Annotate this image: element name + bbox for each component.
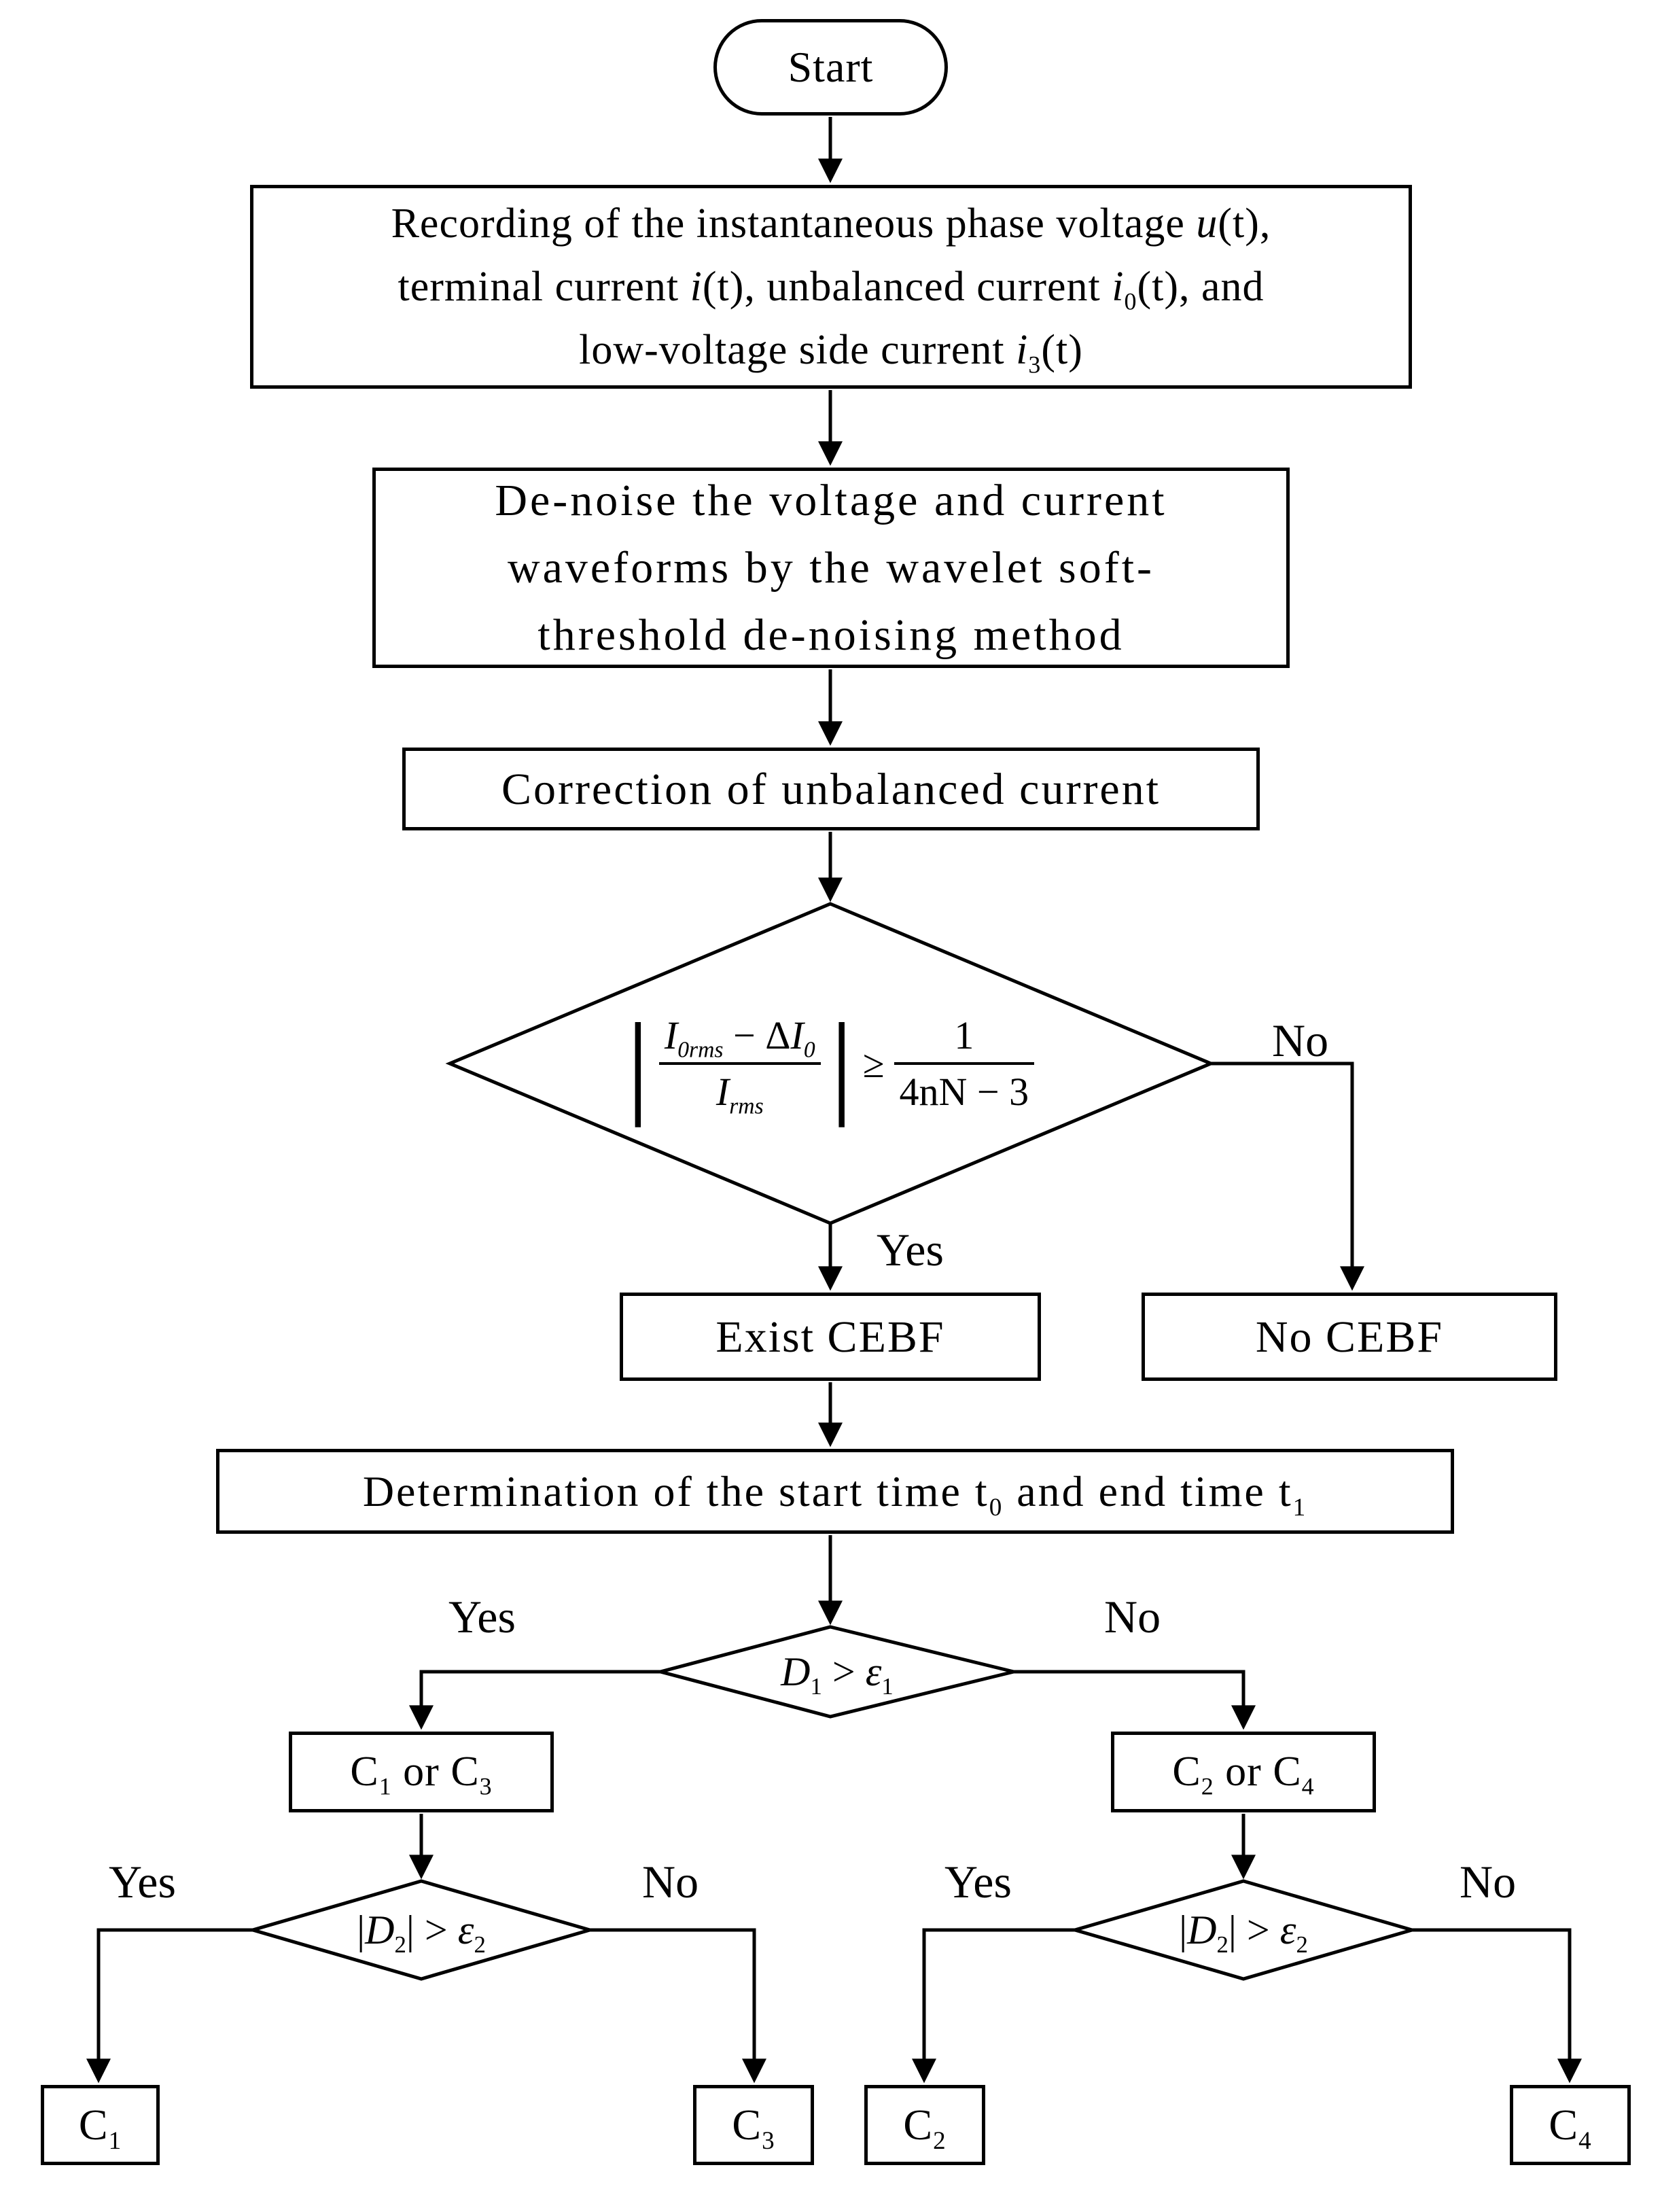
- subscript: 4: [1301, 1772, 1315, 1800]
- decision-d2-left-text: [253, 1881, 590, 1979]
- edge-label-d2l-yes: Yes: [109, 1856, 176, 1908]
- subscript: 2: [1216, 1931, 1229, 1958]
- abs-bar: |: [357, 1907, 366, 1952]
- determination-node: [216, 1449, 1454, 1534]
- edge-label-cebf-no: No: [1272, 1015, 1329, 1066]
- denoise-node: [372, 468, 1290, 668]
- c3-label: [732, 2092, 775, 2158]
- denoise-line2: waveforms by the wavelet soft-: [507, 543, 1155, 593]
- c4-label: [1549, 2092, 1591, 2158]
- edge-label-cebf-yes: Yes: [877, 1224, 944, 1276]
- d2-expression: [1179, 1907, 1308, 1958]
- edge-label-d1-yes: Yes: [448, 1591, 516, 1643]
- denoise-line3: threshold de-noising method: [537, 610, 1125, 660]
- var-I0rms: I: [664, 1013, 678, 1057]
- d1-expression: [781, 1649, 894, 1700]
- fraction-numerator: 1: [954, 1013, 974, 1057]
- subscript: 1: [1292, 1493, 1308, 1522]
- c3-node: [693, 2085, 814, 2165]
- operator: >: [821, 1649, 866, 1694]
- exist-cebf-node: [620, 1293, 1041, 1381]
- no-cebf-label: No CEBF: [1255, 1312, 1444, 1362]
- c1-or-c3-label: [350, 1740, 492, 1804]
- text-fragment: terminal current: [397, 263, 690, 310]
- subscript: 0: [1124, 287, 1137, 315]
- text-fragment: or C: [391, 1749, 480, 1795]
- c1-node: [41, 2085, 160, 2165]
- var-i0: i: [1112, 263, 1125, 310]
- subscript: 2: [933, 2126, 947, 2155]
- exist-cebf-label: Exist CEBF: [715, 1312, 945, 1362]
- subscript: 4: [1578, 2126, 1592, 2155]
- ge-operator: ≥: [862, 1041, 885, 1086]
- subscript: 3: [1028, 350, 1042, 378]
- text-fragment: (t): [1041, 326, 1083, 373]
- text-fragment: (t), and: [1137, 263, 1265, 310]
- text-fragment: C: [350, 1749, 379, 1795]
- correction-label: Correction of unbalanced current: [501, 764, 1161, 814]
- c2-label: [903, 2092, 946, 2158]
- text-fragment: and end time t: [1004, 1467, 1293, 1515]
- decision-d2-right-text: [1075, 1881, 1412, 1979]
- edge-label-d2l-no: No: [642, 1856, 699, 1908]
- subscript: 0rms: [677, 1037, 724, 1063]
- subscript: 2: [1201, 1772, 1214, 1800]
- text-fragment: C: [1549, 2101, 1579, 2149]
- text-fragment: C: [1172, 1749, 1201, 1795]
- fraction-bar: [659, 1062, 821, 1065]
- fraction-denominator: [711, 1069, 769, 1119]
- c1-or-c3-node: [289, 1732, 554, 1812]
- operator: | >: [1228, 1907, 1280, 1952]
- var-I0: I: [790, 1013, 804, 1057]
- edge-d2l-c3: [590, 1930, 754, 2079]
- var-epsilon2: ε: [457, 1907, 474, 1952]
- subscript: 2: [1296, 1931, 1308, 1958]
- c4-node: [1510, 2085, 1631, 2165]
- var-u: u: [1196, 200, 1218, 247]
- text-fragment: Determination of the start time t: [362, 1467, 989, 1515]
- abs-bar: |: [1179, 1907, 1188, 1952]
- var-D2: D: [365, 1907, 395, 1952]
- operator: | >: [406, 1907, 458, 1952]
- var-i: i: [690, 263, 703, 310]
- c2-or-c4-node: [1111, 1732, 1376, 1812]
- edge-label-d1-no: No: [1104, 1591, 1161, 1643]
- fraction-numerator: [659, 1013, 821, 1063]
- subscript: 2: [394, 1931, 406, 1958]
- no-cebf-node: [1142, 1293, 1557, 1381]
- c2-or-c4-label: [1172, 1740, 1314, 1804]
- subscript: 0: [803, 1037, 815, 1063]
- start-label: Start: [788, 43, 874, 91]
- text-fragment: C: [78, 2101, 109, 2149]
- text-fragment: Recording of the instantaneous phase voltage: [391, 200, 1197, 247]
- recording-line3: [579, 319, 1083, 382]
- subscript: 1: [881, 1672, 894, 1700]
- recording-line1: [391, 192, 1271, 256]
- recording-line2: [397, 256, 1264, 319]
- edge-label-d2r-no: No: [1460, 1856, 1517, 1908]
- subscript: 0: [989, 1493, 1004, 1522]
- subscript: 1: [378, 1772, 392, 1800]
- fraction-rhs: [894, 1013, 1035, 1114]
- fraction-lhs: [659, 1013, 821, 1119]
- subscript: 3: [762, 2126, 775, 2155]
- subscript: rms: [729, 1093, 764, 1119]
- edge-d1-c2c4: [1014, 1672, 1243, 1726]
- var-epsilon1: ε: [865, 1649, 882, 1694]
- c1-label: [79, 2092, 122, 2158]
- d2-expression: [357, 1907, 486, 1958]
- text-fragment: (t),: [1218, 200, 1271, 247]
- text-fragment: (t), unbalanced current: [702, 263, 1112, 310]
- text-fragment: or C: [1214, 1749, 1302, 1795]
- subscript: 2: [474, 1931, 486, 1958]
- decision-d1-text: [660, 1627, 1014, 1717]
- c2-node: [864, 2085, 985, 2165]
- denoise-line1: De-noise the voltage and current: [495, 476, 1167, 525]
- determination-label: [363, 1459, 1307, 1524]
- subscript: 1: [810, 1672, 822, 1700]
- var-D2: D: [1187, 1907, 1217, 1952]
- text-fragment: low-voltage side current: [579, 326, 1017, 373]
- text-fragment: C: [732, 2101, 762, 2149]
- correction-node: [402, 748, 1260, 830]
- edge-d2l-c1: [99, 1930, 253, 2079]
- fraction-denominator: 4nN − 3: [899, 1070, 1029, 1114]
- fraction-bar: [894, 1062, 1035, 1065]
- start-node: [713, 19, 948, 116]
- var-epsilon2: ε: [1279, 1907, 1296, 1952]
- decision-cebf-formula: | $\frac{I_{0rms} - \Delta I_0}{I_{rms}}$ | ≥ $\frac{1}{4nN - 3}$: [484, 945, 1177, 1182]
- recording-node: [250, 185, 1412, 389]
- var-Irms: I: [715, 1070, 730, 1114]
- operator: − Δ: [723, 1013, 791, 1057]
- text-fragment: C: [903, 2101, 934, 2149]
- edge-decision-nocebf: [1211, 1064, 1352, 1287]
- edge-label-d2r-yes: Yes: [944, 1856, 1012, 1908]
- var-D1: D: [781, 1649, 811, 1694]
- edge-d2r-c2: [924, 1930, 1075, 2079]
- subscript: 1: [108, 2126, 122, 2155]
- edge-d1-c1c3: [421, 1672, 660, 1726]
- edge-d2r-c4: [1412, 1930, 1570, 2079]
- var-i3: i: [1016, 326, 1029, 373]
- subscript: 3: [479, 1772, 493, 1800]
